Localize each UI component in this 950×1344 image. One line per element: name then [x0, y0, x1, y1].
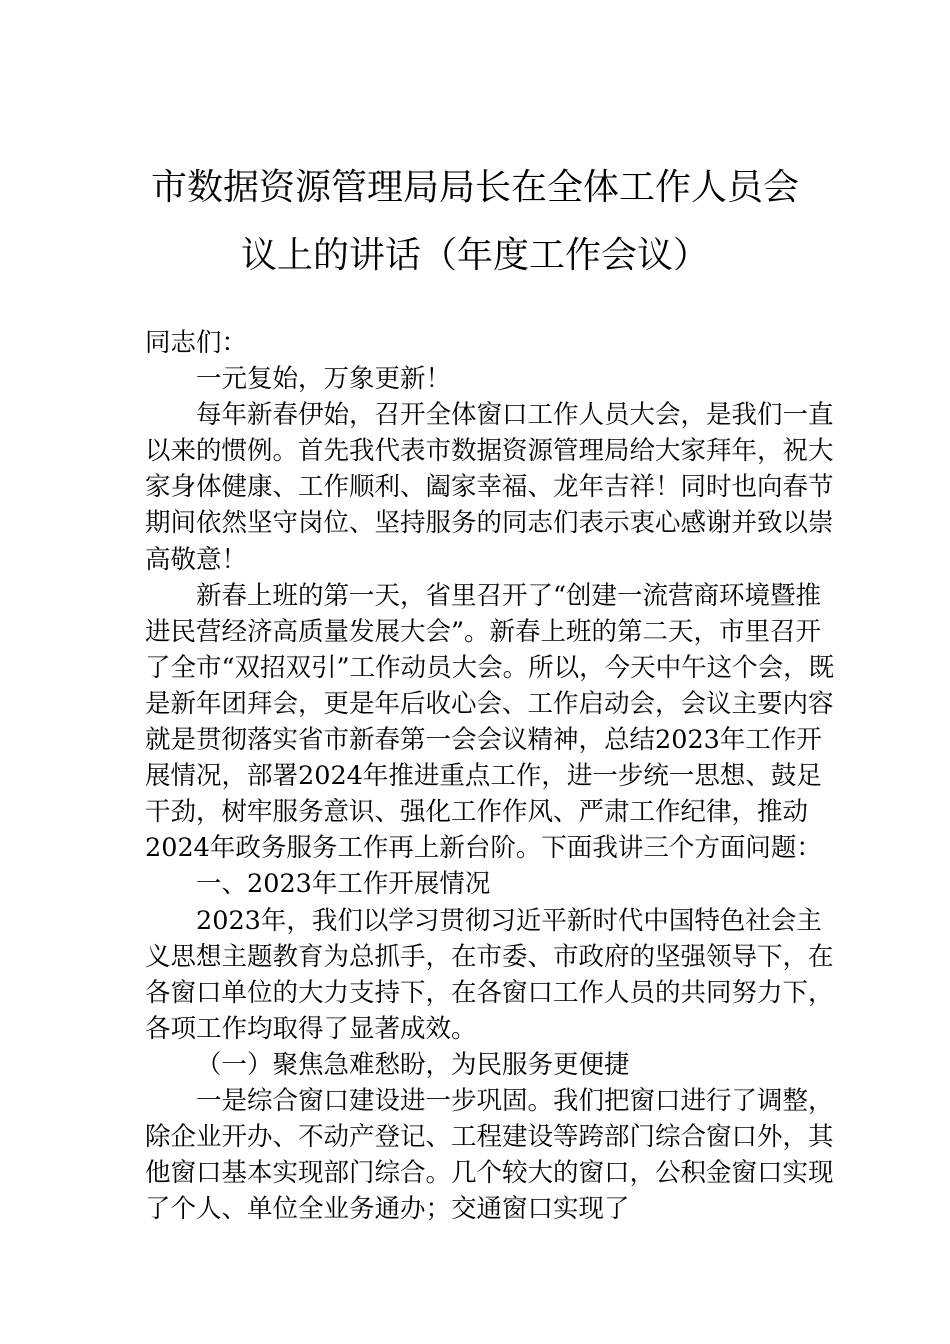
- document-title-line-2: 议上的讲话（年度工作会议）: [240, 235, 709, 276]
- document-body: [145, 325, 835, 1227]
- paragraph-greeting: 每年新春伊始，召开全体窗口工作人员大会，是我们一直以来的惯例。首先我代表市数据资源管理局给大家拜年，祝大家身体健康、工作顺利、阖家幸福、龙年吉祥！同时也向春节期间依然坚守岗位、坚持服务的同志们表示衷心感谢并致以崇高敬意！: [145, 400, 834, 575]
- paragraph-section-intro: 2023年，我们以学习贯彻习近平新时代中国特色社会主义思想主题教育为总抓手，在市委、市政府的坚强领导下，在各窗口单位的大力支持下，在各窗口工作人员的共同努力下，各项工作均取得了显著成效。: [145, 905, 834, 1044]
- subsection-heading: （一）聚焦急难愁盼，为民服务更便捷: [196, 1049, 630, 1080]
- paragraph-meeting-purpose: 新春上班的第一天，省里召开了“创建一流营商环境暨推进民营经济高质量发展大会”。新春上班的第二天，市里召开了全市“双招双引”工作动员大会。所以，今天中午这个会，既是新年团拜会，更是年后收心会、工作启动会，会议主要内容就是贯彻落实省市新春第一会会议精神，总结2023年工作开展情况，部署2024年推进重点工作，进一步统一思想、鼓足干劲，树牢服务意识、强化工作作风、严肃工作纪律，推动2024年政务服务工作再上新台阶。下面我讲三个方面问题：: [145, 580, 835, 864]
- salutation: 同志们：: [145, 328, 248, 358]
- document-title-line-1: 市数据资源管理局局长在全体工作人员会: [150, 167, 799, 208]
- paragraph-opening: 一元复始，万象更新！: [196, 364, 452, 395]
- section-heading: 一、2023年工作开展情况: [196, 869, 491, 900]
- paragraph-subsection-body: 一是综合窗口建设进一步巩固。我们把窗口进行了调整，除企业开办、不动产登记、工程建设等跨部门综合窗口外，其他窗口基本实现部门综合。几个较大的窗口，公积金窗口实现了个人、单位全业务通办；交通窗口实现了: [145, 1085, 834, 1225]
